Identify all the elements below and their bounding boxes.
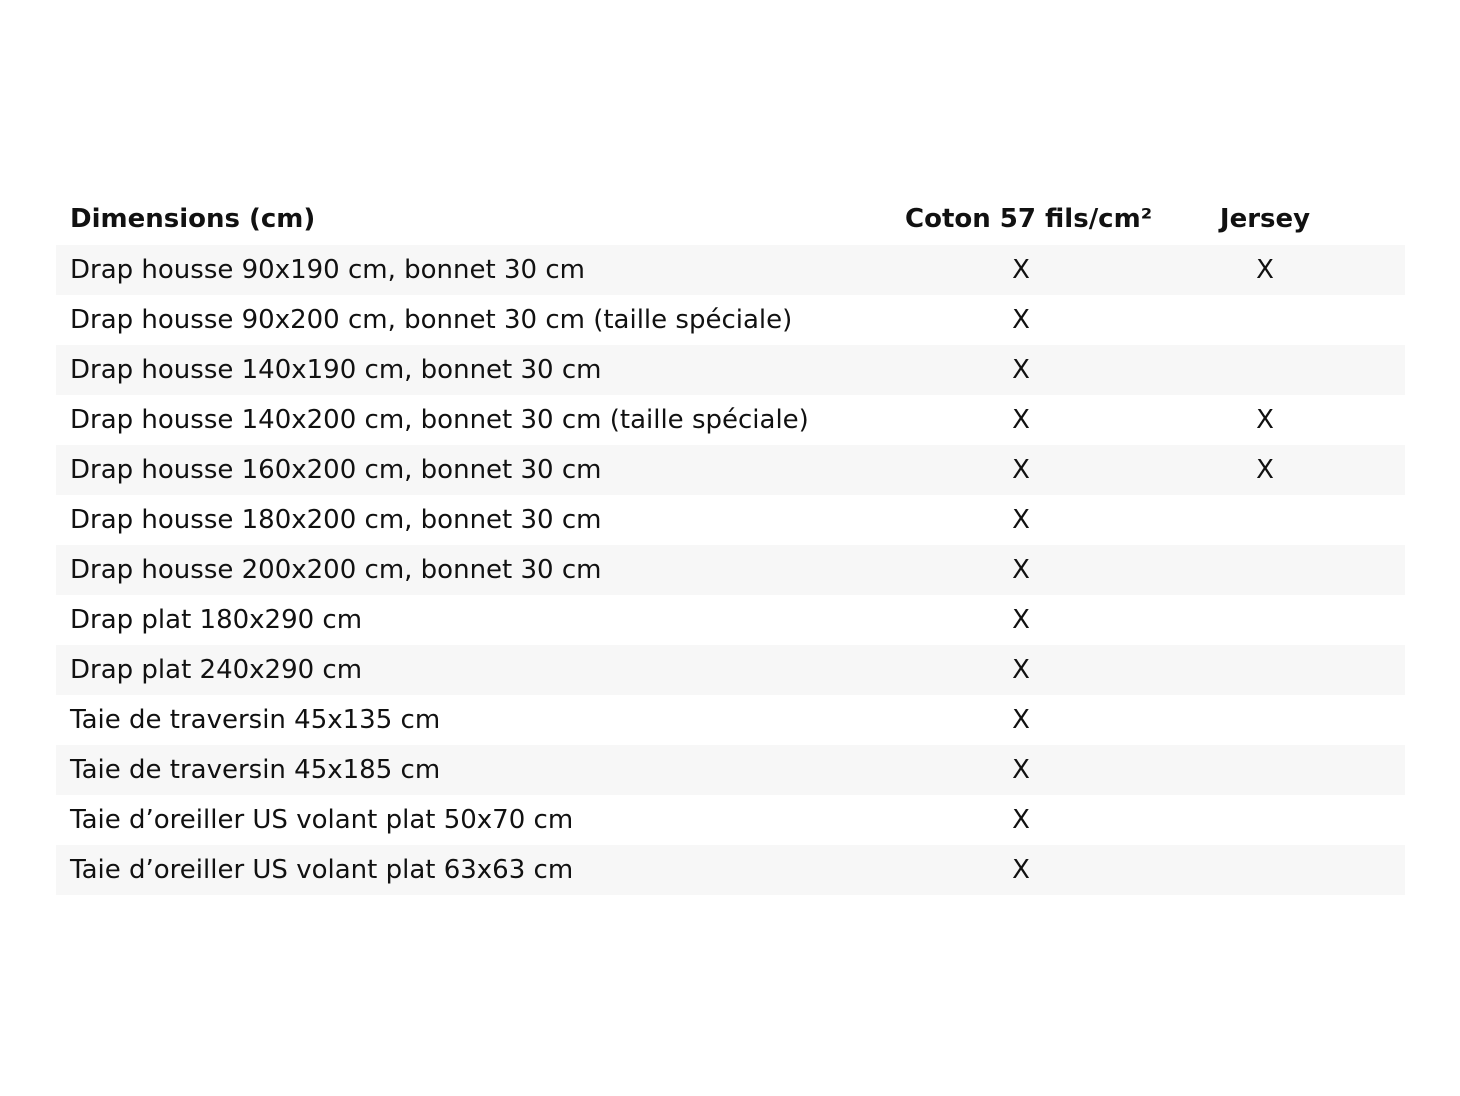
coton-availability-mark: X: [1012, 355, 1030, 385]
coton-availability-mark: X: [1012, 555, 1030, 585]
row-dimension-label: Drap housse 160x200 cm, bonnet 30 cm: [70, 455, 602, 485]
jersey-availability-mark: [1195, 595, 1335, 645]
coton-availability-mark: X: [1012, 605, 1030, 635]
table-row: [56, 445, 1405, 495]
table-row: [56, 795, 1405, 845]
jersey-availability-mark: X: [1256, 255, 1274, 285]
table-row: [56, 495, 1405, 545]
table-row: [56, 645, 1405, 695]
jersey-availability-mark: [1195, 845, 1335, 895]
jersey-availability-mark: [1195, 295, 1335, 345]
row-dimension-label: Taie de traversin 45x185 cm: [70, 755, 441, 785]
table-row: [56, 295, 1405, 345]
jersey-availability-mark: [1195, 645, 1335, 695]
row-dimension-label: Drap plat 240x290 cm: [70, 655, 363, 685]
row-dimension-label: Drap plat 180x290 cm: [70, 605, 363, 635]
table-row: [56, 395, 1405, 445]
row-dimension-label: Taie de traversin 45x135 cm: [70, 705, 441, 735]
jersey-availability-mark: [1195, 695, 1335, 745]
row-dimension-label: Taie d’oreiller US volant plat 63x63 cm: [70, 855, 574, 885]
coton-availability-mark: X: [1012, 255, 1030, 285]
row-dimension-label: Drap housse 140x190 cm, bonnet 30 cm: [70, 355, 602, 385]
table-row: [56, 545, 1405, 595]
coton-availability-mark: X: [1012, 755, 1030, 785]
jersey-availability-mark: X: [1256, 455, 1274, 485]
coton-availability-mark: X: [1012, 405, 1030, 435]
jersey-availability-mark: [1195, 345, 1335, 395]
header-dimensions: Dimensions (cm): [70, 204, 316, 234]
row-dimension-label: Drap housse 90x190 cm, bonnet 30 cm: [70, 255, 585, 285]
row-dimension-label: Drap housse 140x200 cm, bonnet 30 cm (taille spéciale): [70, 405, 809, 435]
table-header: [56, 193, 1405, 245]
row-dimension-label: Drap housse 90x200 cm, bonnet 30 cm (taille spéciale): [70, 305, 793, 335]
table-body: [56, 245, 1405, 895]
table-row: [56, 745, 1405, 795]
table-row: [56, 695, 1405, 745]
row-dimension-label: Drap housse 200x200 cm, bonnet 30 cm: [70, 555, 602, 585]
coton-availability-mark: X: [1012, 505, 1030, 535]
coton-availability-mark: X: [1012, 455, 1030, 485]
header-jersey: Jersey: [1219, 204, 1311, 234]
jersey-availability-mark: [1195, 495, 1335, 545]
size-availability-table: [56, 193, 1405, 895]
row-dimension-label: Drap housse 180x200 cm, bonnet 30 cm: [70, 505, 602, 535]
coton-availability-mark: X: [1012, 305, 1030, 335]
coton-availability-mark: X: [1012, 855, 1030, 885]
coton-availability-mark: X: [1012, 655, 1030, 685]
coton-availability-mark: X: [1012, 805, 1030, 835]
coton-availability-mark: X: [1012, 705, 1030, 735]
row-dimension-label: Taie d’oreiller US volant plat 50x70 cm: [70, 805, 574, 835]
jersey-availability-mark: [1195, 745, 1335, 795]
header-coton: Coton 57 fils/cm²: [905, 204, 1153, 234]
table-row: [56, 345, 1405, 395]
jersey-availability-mark: X: [1256, 405, 1274, 435]
table-row: [56, 845, 1405, 895]
jersey-availability-mark: [1195, 795, 1335, 845]
table-row: [56, 245, 1405, 295]
jersey-availability-mark: [1195, 545, 1335, 595]
table-row: [56, 595, 1405, 645]
